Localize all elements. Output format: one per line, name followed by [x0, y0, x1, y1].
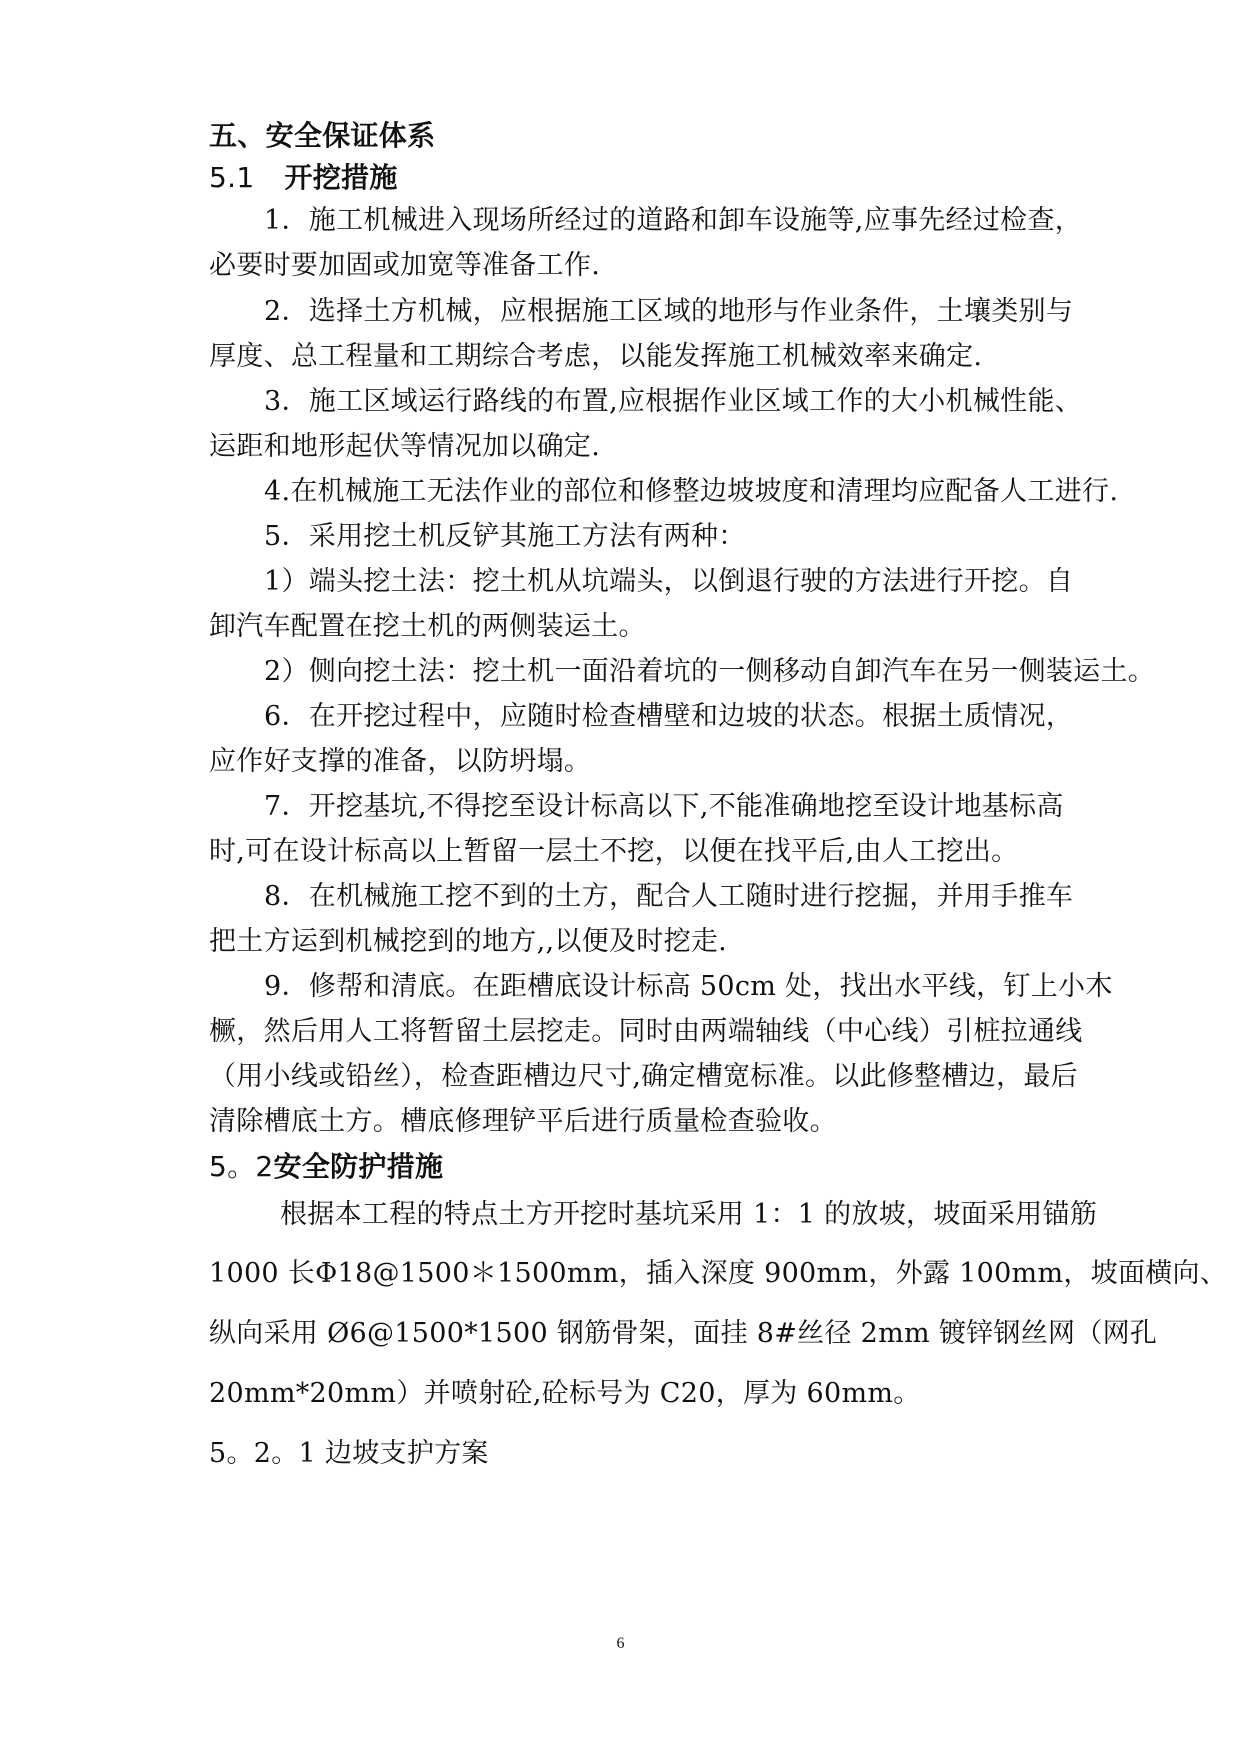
- section-title: 安全防护措施: [273, 1150, 444, 1183]
- section-heading-5-1: [209, 160, 398, 196]
- paragraph-line: 必要时要加固或加宽等准备工作.: [209, 250, 601, 281]
- section-title: 开挖措施: [284, 161, 398, 194]
- paragraph-line: 20mm*20mm）并喷射砼,砼标号为 C20，厚为 60mm。: [209, 1378, 921, 1409]
- page-number: 6: [616, 1635, 625, 1652]
- section-heading-5-2: [209, 1149, 443, 1185]
- paragraph-line: 根据本工程的特点土方开挖时基坑采用 1：1 的放坡，坡面采用锚筋: [280, 1199, 1098, 1230]
- paragraph-line: 应作好支撑的准备，以防坍塌。: [209, 746, 592, 777]
- paragraph-line: 把土方运到机械挖到的地方,,以便及时挖走.: [209, 926, 728, 957]
- paragraph-line: 卸汽车配置在挖土机的两侧装运土。: [209, 611, 646, 642]
- paragraph-line: 5．采用挖土机反铲其施工方法有两种：: [264, 521, 746, 552]
- paragraph-line: 1）端头挖土法：挖土机从坑端头，以倒退行驶的方法进行开挖。自: [264, 566, 1074, 597]
- section-heading-main: 五、安全保证体系: [209, 119, 436, 152]
- subsection-heading-5-2-1: 5。2。1 边坡支护方案: [209, 1438, 489, 1469]
- paragraph-line: 4.在机械施工无法作业的部位和修整边坡坡度和清理均应配备人工进行.: [264, 476, 1119, 507]
- paragraph-line: 2．选择土方机械，应根据施工区域的地形与作业条件，土壤类别与: [264, 296, 1074, 327]
- paragraph-line: 1．施工机械进入现场所经过的道路和卸车设施等,应事先经过检查，: [264, 205, 1083, 236]
- paragraph-line: 7．开挖基坑,不得挖至设计标高以下,不能准确地挖至设计地基标高: [264, 791, 1064, 822]
- section-number: 5.1: [209, 161, 255, 194]
- section-number: 5。2: [209, 1150, 274, 1183]
- paragraph-line: 3．施工区域运行路线的布置,应根据作业区域工作的大小机械性能、: [264, 386, 1083, 417]
- paragraph-line: 纵向采用 Ø6@1500*1500 钢筋骨架，面挂 8#丝径 2mm 镀锌钢丝网（网孔: [209, 1318, 1158, 1349]
- paragraph-line: 8．在机械施工挖不到的土方，配合人工随时进行挖掘，并用手推车: [264, 881, 1074, 912]
- paragraph-line: 9．修帮和清底。在距槽底设计标高 50cm 处，找出水平线，钉上小木: [264, 971, 1113, 1002]
- paragraph-line: 1000 长Φ18@1500＊1500mm，插入深度 900mm，外露 100mm，坡面横向、: [209, 1258, 1228, 1289]
- paragraph-line: 2）侧向挖土法：挖土机一面沿着坑的一侧移动自卸汽车在另一侧装运土。: [264, 656, 1156, 687]
- paragraph-line: 6．在开挖过程中，应随时检查槽壁和边坡的状态。根据土质情况，: [264, 701, 1074, 732]
- paragraph-line: 运距和地形起伏等情况加以确定.: [209, 431, 601, 462]
- paragraph-line: 清除槽底土方。槽底修理铲平后进行质量检查验收。: [209, 1106, 837, 1137]
- paragraph-line: 橛，然后用人工将暂留土层挖走。同时由两端轴线（中心线）引桩拉通线: [209, 1016, 1083, 1047]
- paragraph-line: 时,可在设计标高以上暂留一层土不挖，以便在找平后,由人工挖出。: [209, 836, 1019, 867]
- paragraph-line: （用小线或铅丝），检查距槽边尺寸,确定槽宽标准。以此修整槽边，最后: [209, 1061, 1078, 1092]
- paragraph-line: 厚度、总工程量和工期综合考虑，以能发挥施工机械效率来确定.: [209, 341, 983, 372]
